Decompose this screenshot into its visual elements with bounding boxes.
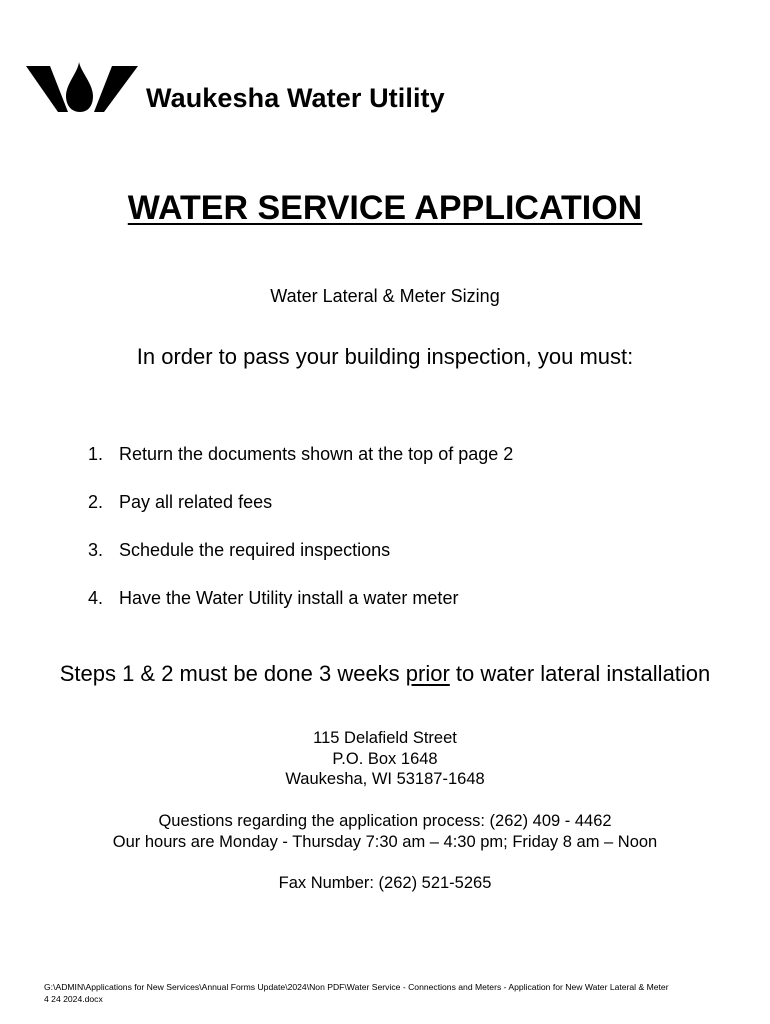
address-line: Waukesha, WI 53187-1648 bbox=[285, 770, 485, 788]
address-line: 115 Delafield Street bbox=[313, 729, 457, 747]
address-line: P.O. Box 1648 bbox=[332, 749, 438, 768]
timing-notice: Steps 1 & 2 must be done 3 weeks prior to water lateral installation bbox=[59, 661, 711, 686]
page-title: WATER SERVICE APPLICATION bbox=[127, 189, 643, 227]
questions-phone: Questions regarding the application process: (262) 409 - 4462 bbox=[158, 812, 612, 830]
list-item: 3. Schedule the required inspections bbox=[88, 540, 391, 560]
mailing-address bbox=[0, 728, 770, 790]
org-name: Waukesha Water Utility bbox=[146, 83, 445, 113]
contact-info bbox=[0, 811, 770, 853]
instructions-lead: In order to pass your building inspection, you must: bbox=[136, 344, 634, 369]
waukesha-logo-icon bbox=[26, 60, 138, 114]
office-hours: Our hours are Monday - Thursday 7:30 am – 4:30 pm; Friday 8 am – Noon bbox=[112, 833, 658, 851]
steps-list bbox=[88, 441, 513, 633]
file-path-footer: G:\ADMIN\Applications for New Services\Annual Forms Update\2024\Non PDF\Water Service - Connections and Meters - Application for New Water Lateral & Meter 4 24 2024.docx bbox=[44, 982, 669, 1004]
fax-number: Fax Number: (262) 521-5265 bbox=[278, 874, 492, 892]
list-item: 1. Return the documents shown at the top of page 2 bbox=[88, 444, 514, 464]
page-subtitle: Water Lateral & Meter Sizing bbox=[270, 286, 500, 306]
list-item: 2. Pay all related fees bbox=[88, 492, 273, 512]
emphasis-prior: prior bbox=[405, 661, 450, 686]
list-item: 4. Have the Water Utility install a water meter bbox=[88, 588, 459, 608]
